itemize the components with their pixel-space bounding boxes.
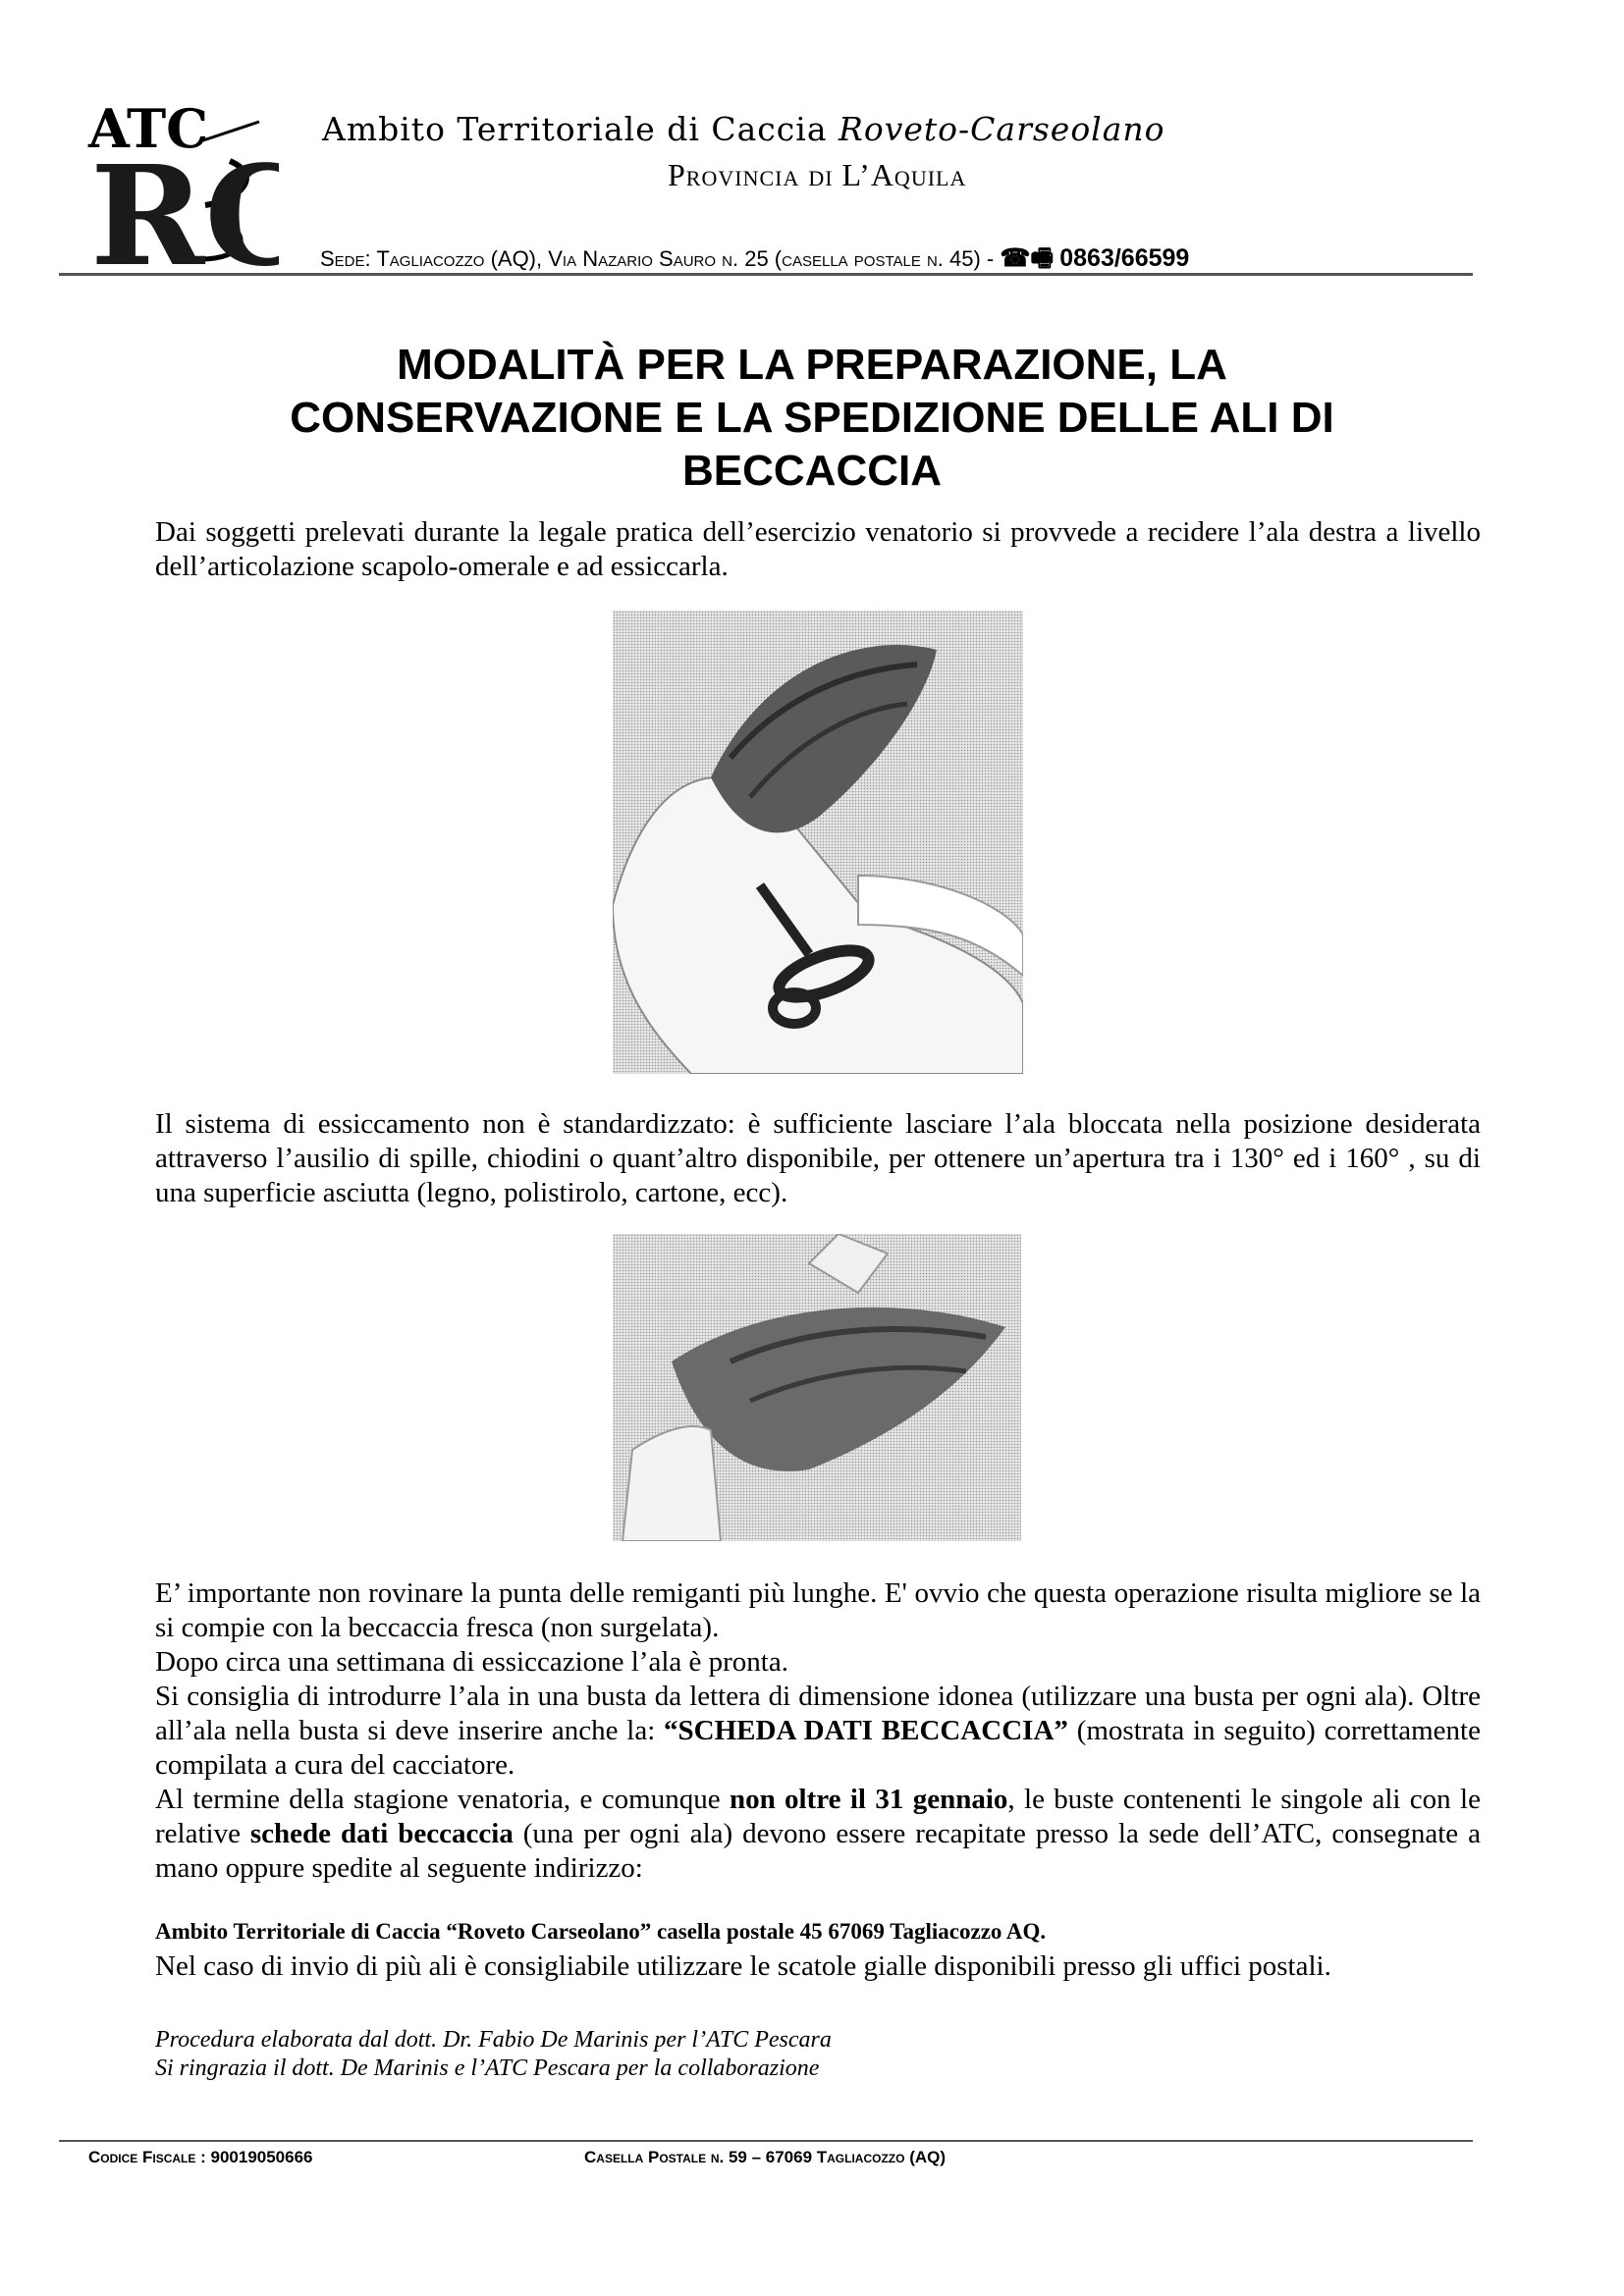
form-name: “SCHEDA DATI BECCACCIA”	[664, 1715, 1068, 1746]
credits-line-1: Procedura elaborata dal dott. Dr. Fabio De Marinis per l’ATC Pescara	[155, 2027, 832, 2053]
fiscal-code: Codice Fiscale : 90019050666	[88, 2148, 313, 2166]
logo-text-rc: RC	[90, 136, 279, 279]
paragraph-feather-tips: E’ importante non rovinare la punta delle remiganti più lunghe. E' ovvio che questa operazione risulta migliore se la si compie con la beccaccia fresca (non surgelata).	[155, 1577, 1481, 1643]
paragraph-yellow-boxes: Nel caso di invio di più ali è consigliabile utilizzare le scatole gialle disponibili presso gli uffici postali.	[155, 1950, 1331, 1982]
paragraph-drying: Il sistema di essiccamento non è standardizzato: è sufficiente lasciare l’ala bloccata nella posizione desiderata attraverso l’ausilio di spille, chiodini o quant’altro disponibile, per ottenere un’apertura tra i 130° ed i 160° , su di una superficie asciutta (legno, polistirolo, cartone, ecc).	[155, 1108, 1481, 1208]
credits	[155, 2026, 1039, 2083]
photo-dried-wing	[613, 1234, 1021, 1541]
organization-name: Ambito Territoriale di Caccia Roveto-Carseolano	[322, 110, 1165, 148]
document-title: MODALITÀ PER LA PREPARAZIONE, LA CONSERVAZIONE E LA SPEDIZIONE DELLE ALI DI BECCACCIA	[290, 341, 1334, 495]
mailing-address: Ambito Territoriale di Caccia “Roveto Carseolano” casella postale 45 67069 Tagliacozzo AQ.	[155, 1919, 1047, 1944]
footer-divider	[59, 2140, 1473, 2142]
paragraph-deadline: Al termine della stagione venatoria, e comunque non oltre il 31 gennaio, le buste contenenti le singole ali con le relative schede dati beccaccia (una per ogni ala) devono essere recapitate presso la sede dell’ATC, consegnate a mano oppure spedite al seguente indirizzo:	[155, 1784, 1481, 1884]
paragraph-intro: Dai soggetti prelevati durante la legale pratica dell’esercizio venatorio si provvede a recidere l’ala destra a livello dell’articolazione scapolo-omerale e ad essiccarla.	[155, 516, 1481, 582]
phone-icon: ☎🖷	[1000, 244, 1055, 272]
photo-cutting-wing	[613, 611, 1023, 1074]
phone-number: 0863/66599	[1059, 244, 1190, 272]
header-divider	[59, 273, 1473, 276]
footer-po-box: Casella Postale n. 59 – 67069 Tagliacozzo (AQ)	[584, 2148, 947, 2166]
organization-province: Provincia di L’Aquila	[668, 157, 967, 192]
credits-line-2: Si ringrazia il dott. De Marinis e l’ATC Pescara per la collaborazione	[155, 2056, 820, 2081]
paragraph-envelope: Si consiglia di introdurre l’ala in una busta da lettera di dimensione idonea (utilizzare una busta per ogni ala). Oltre all’ala nella busta si deve inserire anche la: “SCHEDA DATI BECCACCIA” (mostrata in seguito) correttamente compilata a cura del cacciatore.	[155, 1681, 1481, 1781]
logo-text-atc: ATC	[88, 102, 209, 160]
organization-address: Sede: Tagliacozzo (AQ), Via Nazario Sauro n. 25 (casella postale n. 45) - ☎🖷 0863/66599	[320, 244, 1190, 272]
deadline: non oltre il 31 gennaio	[729, 1784, 1008, 1815]
atc-logo	[82, 102, 279, 279]
paragraph-ready: Dopo circa una settimana di essiccazione l’ala è pronta.	[155, 1646, 788, 1678]
organization-name-italic: Roveto-Carseolano	[838, 110, 1165, 148]
